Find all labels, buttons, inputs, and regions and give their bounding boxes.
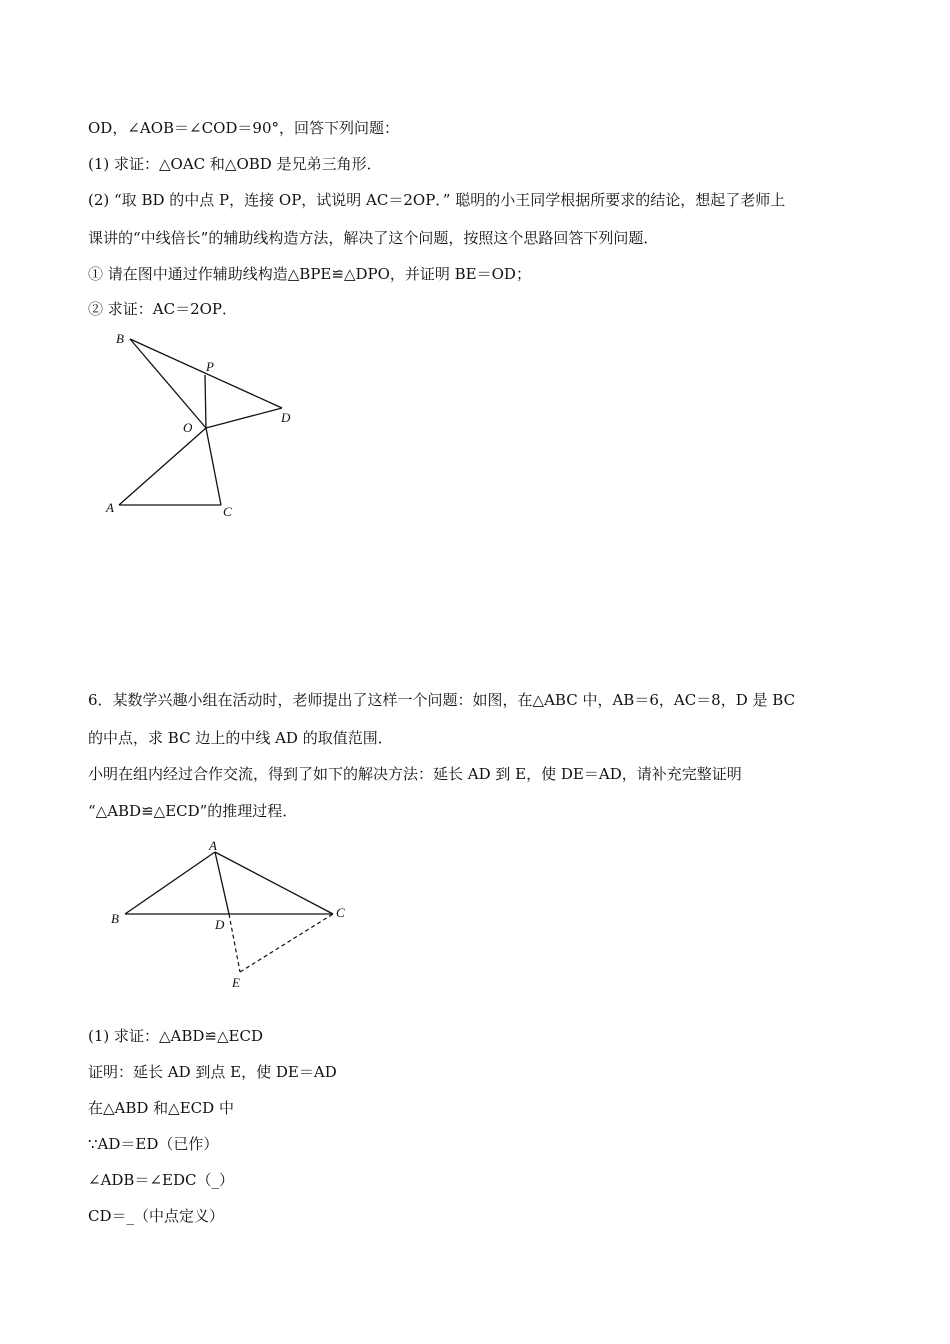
label-C: C	[223, 504, 232, 519]
proof-line-4: ∵AD＝ED（已作）	[88, 1135, 219, 1153]
segment-EC-dashed	[240, 914, 333, 972]
figure-problem5	[100, 325, 310, 525]
segment-PO	[205, 375, 206, 428]
label-B: B	[111, 911, 119, 926]
p6-line-4: “△ABD≌△ECD”的推理过程．	[88, 802, 298, 820]
p5-line-4: 课讲的“中线倍长”的辅助线构造方法，解决了这个问题，按照这个思路回答下列问题．	[88, 229, 659, 247]
label-O: O	[183, 420, 193, 435]
label-A: A	[106, 500, 114, 515]
p5-line-1: OD，∠AOB＝∠COD＝90°，回答下列问题：	[88, 119, 400, 137]
p6-line-2: 的中点，求 BC 边上的中线 AD 的取值范围．	[88, 729, 393, 747]
label-P: P	[206, 359, 214, 374]
label-D: D	[215, 917, 225, 932]
p5-line-2: (1) 求证：△OAC 和△OBD 是兄弟三角形．	[88, 155, 382, 173]
segment-AC	[215, 852, 333, 914]
p6-line-1: 6．某数学兴趣小组在活动时，老师提出了这样一个问题：如图，在△ABC 中，AB＝6，AC＝8，D 是 BC	[88, 691, 796, 709]
segment-DE-dashed	[229, 914, 240, 972]
label-E: E	[232, 975, 240, 990]
p5-line-6: ② 求证：AC＝2OP．	[88, 300, 238, 318]
proof-line-5: ∠ADB＝∠EDC（_）	[88, 1171, 234, 1189]
proof-line-1: (1) 求证：△ABD≌△ECD	[88, 1027, 263, 1045]
proof-line-3: 在△ABD 和△ECD 中	[88, 1099, 234, 1117]
segment-AO	[119, 428, 206, 505]
p6-line-3: 小明在组内经过合作交流，得到了如下的解决方法：延长 AD 到 E，使 DE＝AD，请补充完整证明	[88, 765, 742, 783]
proof-line-2: 证明：延长 AD 到点 E，使 DE＝AD	[88, 1063, 337, 1081]
segment-AB	[125, 852, 215, 914]
label-B: B	[116, 331, 124, 346]
label-A: A	[209, 838, 217, 853]
proof-line-6: CD＝_（中点定义）	[88, 1207, 225, 1225]
segment-OD	[206, 408, 282, 428]
figure-problem6	[105, 835, 355, 995]
label-C: C	[336, 905, 345, 920]
segment-OC	[206, 428, 221, 505]
p5-line-5: ① 请在图中通过作辅助线构造△BPE≌△DPO，并证明 BE＝OD；	[88, 265, 531, 283]
label-D: D	[281, 410, 291, 425]
segment-AD	[215, 852, 229, 914]
segment-BO	[130, 339, 206, 428]
p5-line-3: (2) “取 BD 的中点 P，连接 OP，试说明 AC＝2OP．” 聪明的小王同学根据所要求的结论，想起了老师上	[88, 191, 786, 209]
